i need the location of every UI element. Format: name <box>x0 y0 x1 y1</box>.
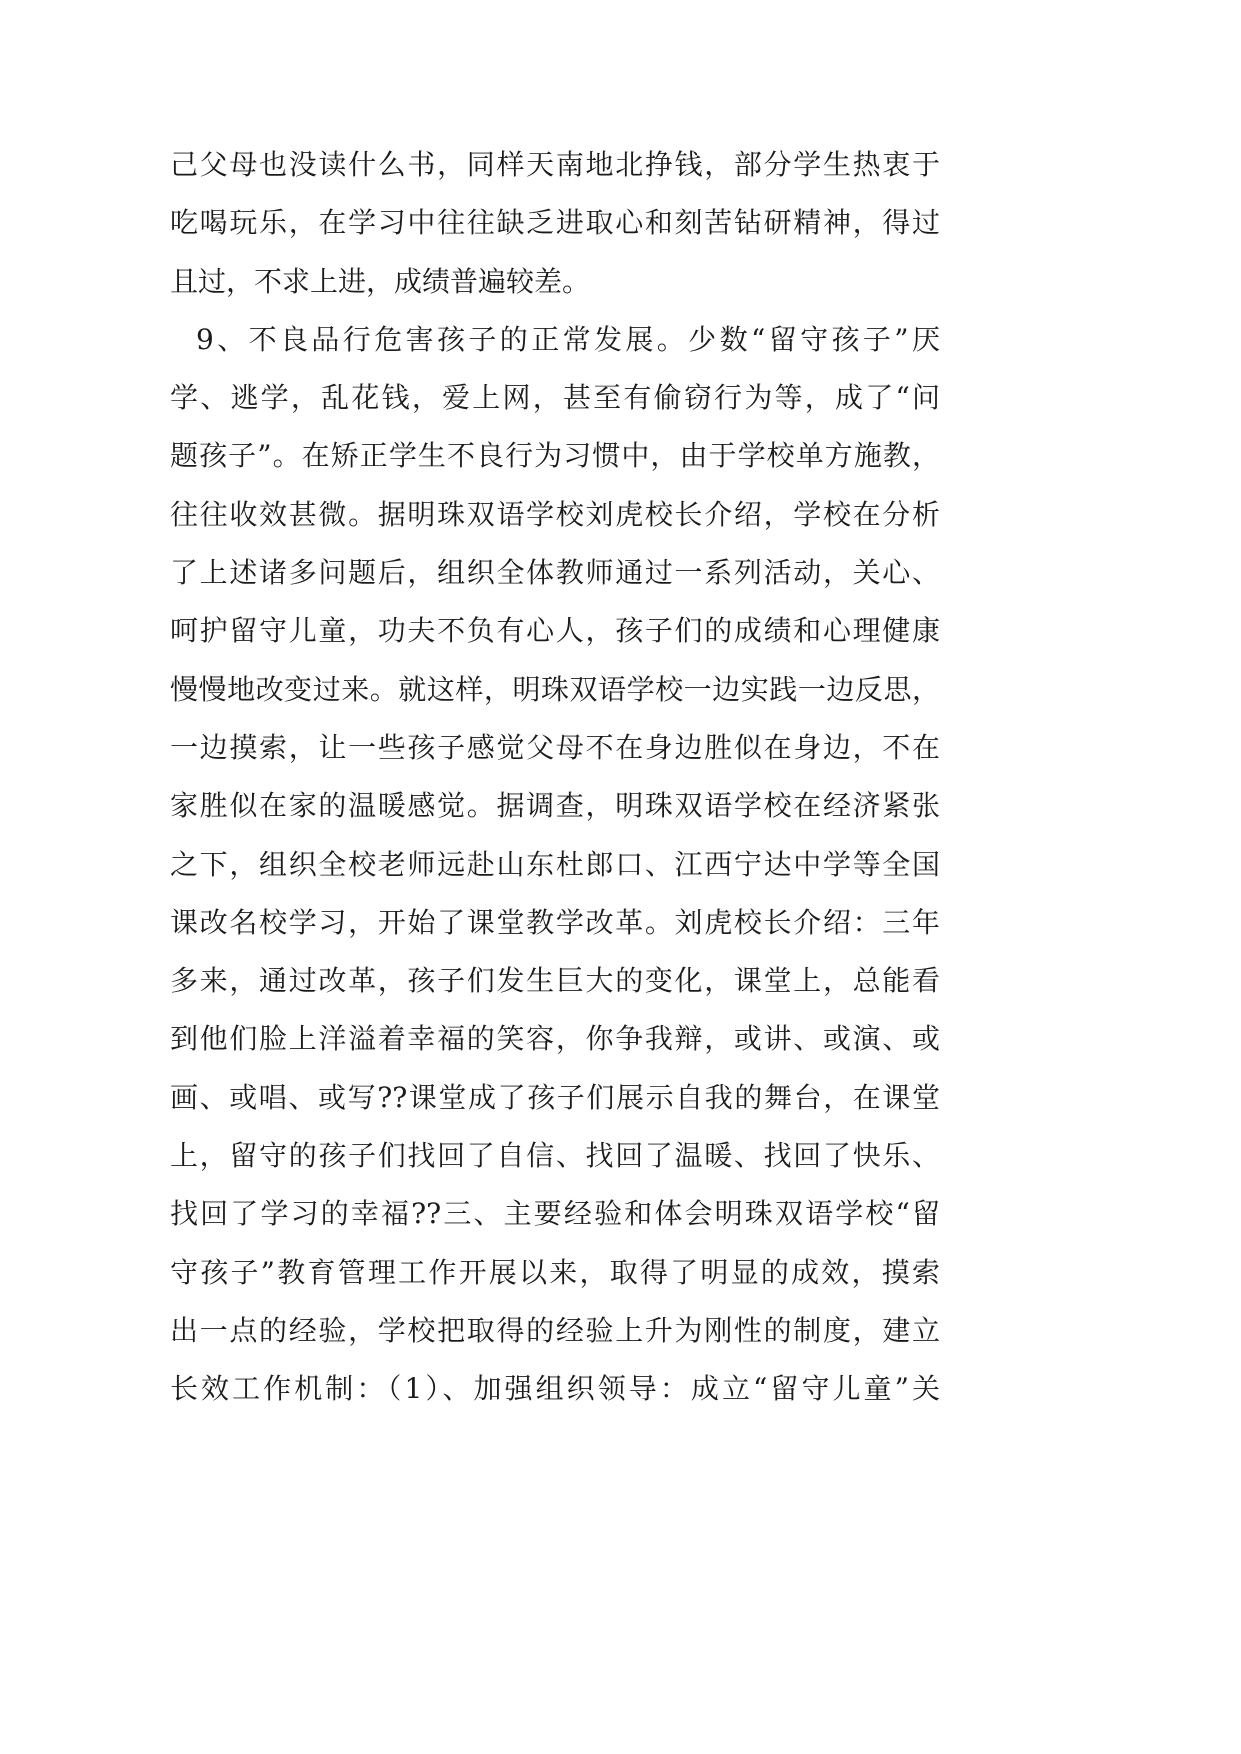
text-line: 出一点的经验，学校把取得的经验上升为刚性的制度，建立 <box>170 1313 940 1347</box>
body-text <box>170 136 940 1419</box>
text-line: 往往收效甚微。据明珠双语学校刘虎校长介绍，学校在分析 <box>170 497 940 531</box>
text-line: 己父母也没读什么书，同样天南地北挣钱，部分学生热衷于 <box>170 148 940 181</box>
text-line: 找回了学习的幸福??三、主要经验和体会明珠双语学校“留 <box>170 1197 940 1231</box>
text-line: 上，留守的孩子们找回了自信、找回了温暖、找回了快乐、 <box>170 1139 940 1173</box>
text-line: 家胜似在家的温暖感觉。据调查，明珠双语学校在经济紧张 <box>170 789 940 823</box>
text-line: 慢慢地改变过来。就这样，明珠双语学校一边实践一边反思， <box>170 672 940 706</box>
text-line: 呵护留守儿童，功夫不负有心人，孩子们的成绩和心理健康 <box>170 614 940 648</box>
text-line: 到他们脸上洋溢着幸福的笑容，你争我辩，或讲、或演、或 <box>170 1022 940 1056</box>
text-line: 了上述诸多问题后，组织全体教师通过一系列活动，关心、 <box>170 556 940 590</box>
text-line: 一边摸索，让一些孩子感觉父母不在身边胜似在身边，不在 <box>170 730 940 764</box>
text-line: 守孩子”教育管理工作开展以来，取得了明显的成效，摸索 <box>170 1255 940 1289</box>
text-line: 且过，不求上进，成绩普遍较差。 <box>170 264 591 298</box>
text-line: 课改名校学习，开始了课堂教学改革。刘虎校长介绍：三年 <box>170 905 940 939</box>
text-line: 题孩子”。在矫正学生不良行为习惯中，由于学校单方施教， <box>170 439 940 473</box>
text-line: 学、逃学，乱花钱，爱上网，甚至有偷窃行为等，成了“问 <box>170 381 940 415</box>
text-line: 画、或唱、或写??课堂成了孩子们展示自我的舞台，在课堂 <box>170 1080 940 1114</box>
text-line: 之下，组织全校老师远赴山东杜郎口、江西宁达中学等全国 <box>170 847 940 881</box>
text-line: 长效工作机制：（1）、加强组织领导：成立“留守儿童”关 <box>170 1372 940 1406</box>
text-line: 多来，通过改革，孩子们发生巨大的变化，课堂上，总能看 <box>170 964 940 998</box>
text-line: 吃喝玩乐，在学习中往往缺乏进取心和刻苦钻研精神，得过 <box>170 206 940 240</box>
paragraph-start-line: 9、不良品行危害孩子的正常发展。少数“留守孩子”厌 <box>196 322 940 356</box>
